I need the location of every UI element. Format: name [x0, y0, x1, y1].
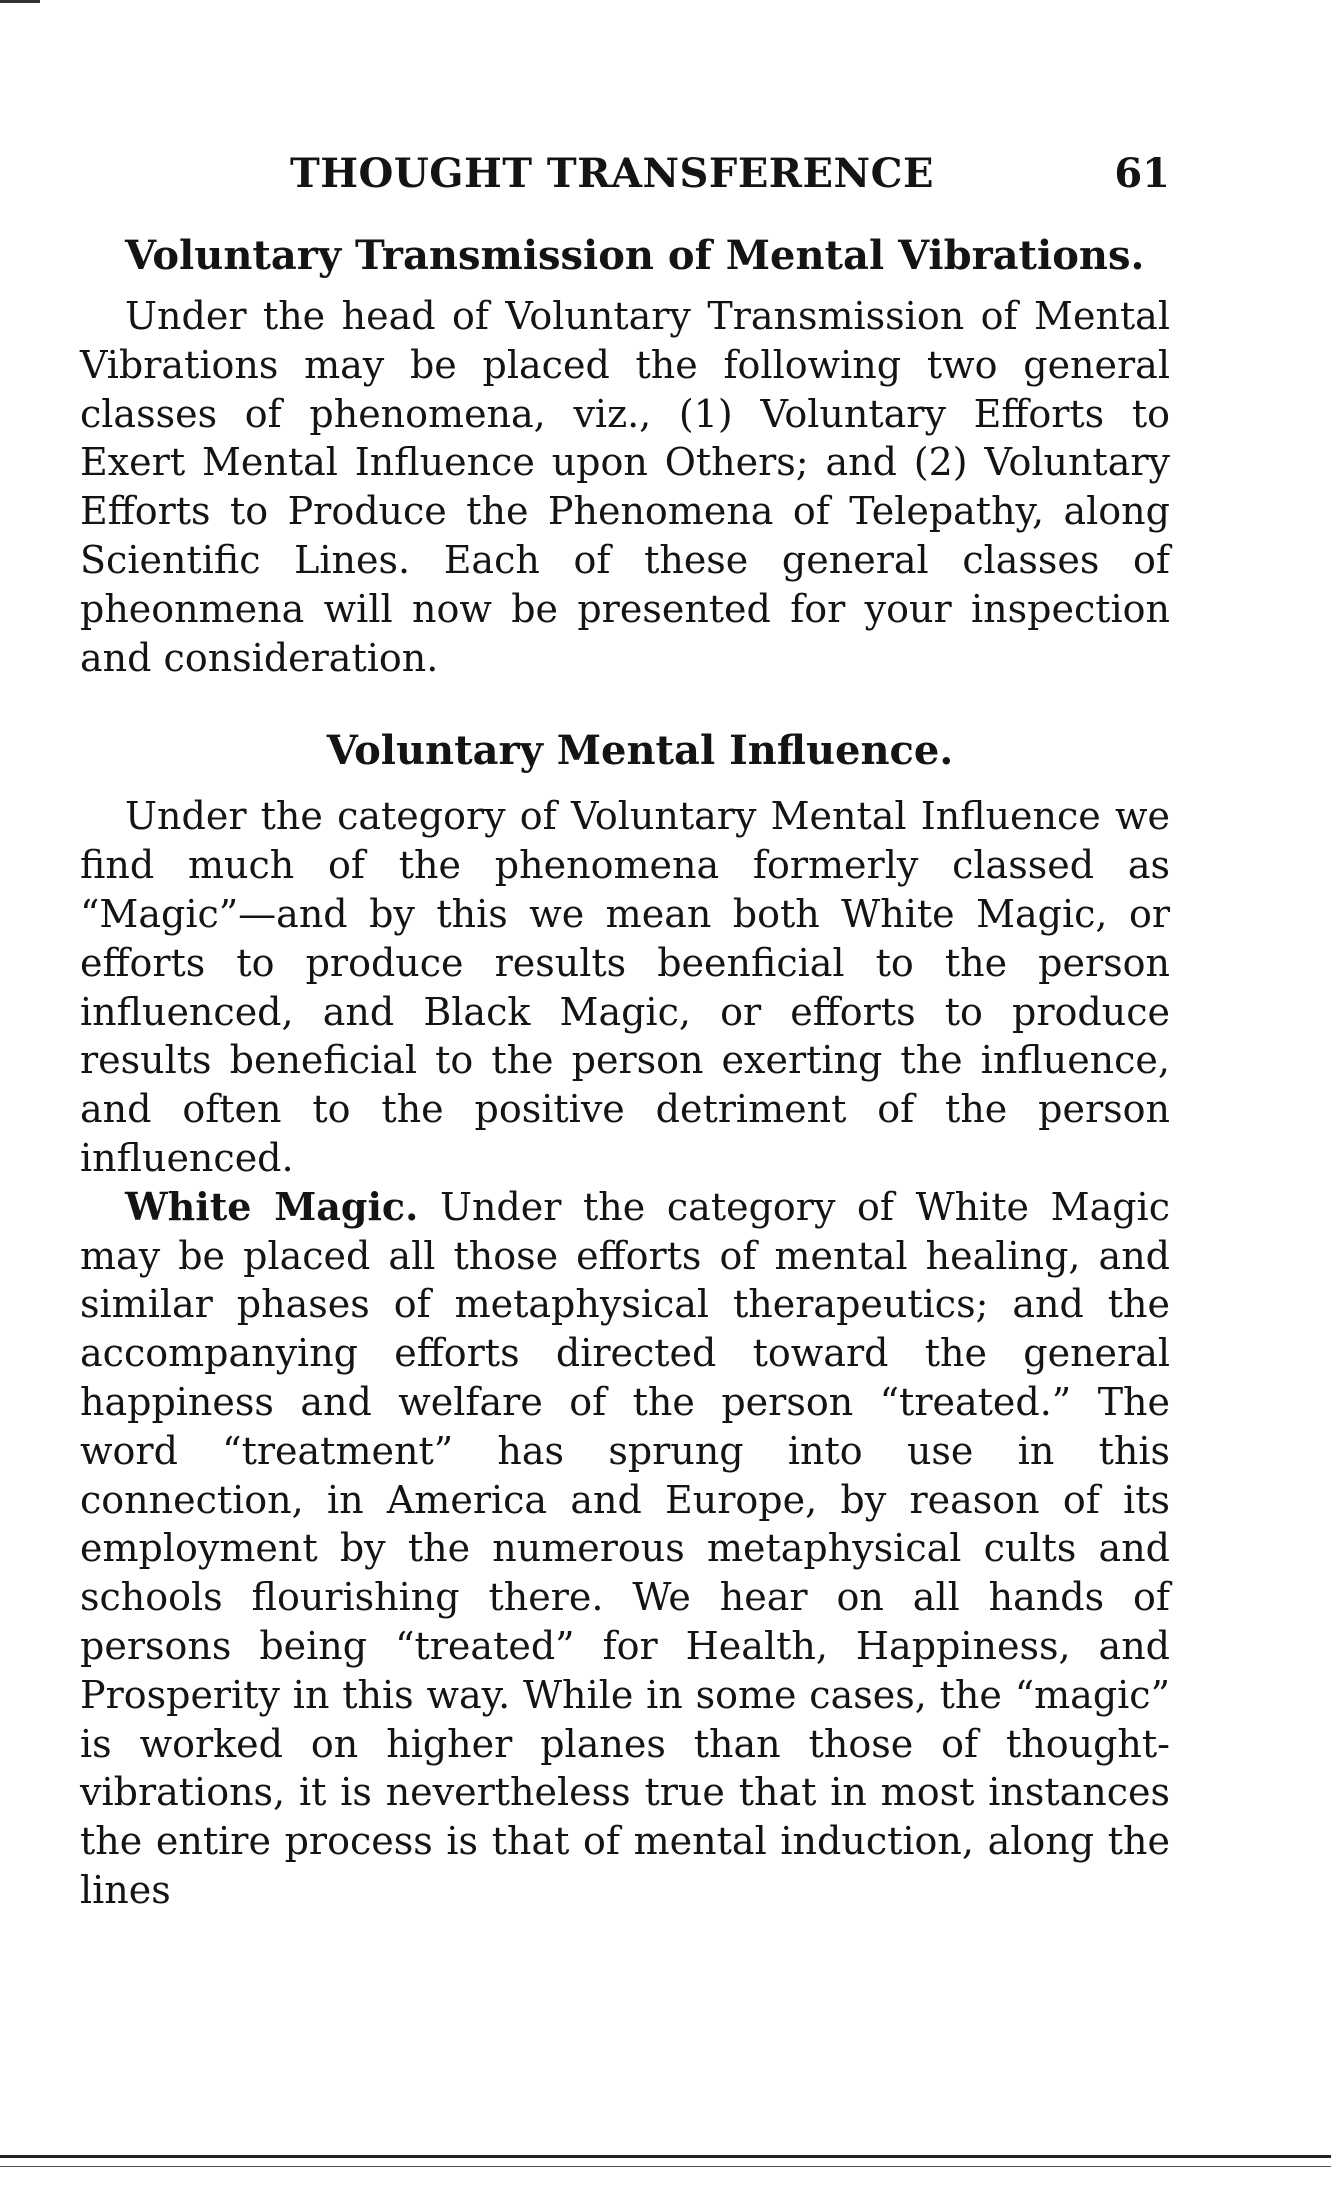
paragraph-voluntary-transmission: Under the head of Voluntary Transmission of Mental Vibrations may be placed the following two general classes of phenomena, viz., (1) Voluntary Efforts to Exert Mental Influence upon Others; and (2) Voluntary Efforts to Produce the Phenomena of Telepathy, along Scientific Lines. Each of these general classes of pheonmena will now be presented for your inspection and consideration.: [80, 294, 1170, 680]
bottom-rule-secondary: [0, 2166, 1331, 2167]
run-in-heading-white-magic: White Magic.: [125, 1183, 419, 1229]
running-header: [80, 150, 1170, 220]
paragraph-white-magic-text: Under the category of White Magic may be placed all those efforts of mental healing, and similar phases of metaphysical therapeutics; and the accompanying efforts directed toward the general happiness and welfare of the person “treated.” The word “treatment” has sprung into use in this connection, in America and Europe, by reason of its employment by the numerous metaphysical cults and schools flourishing there. We hear on all hands of persons being “treated” for Health, Happiness, and Prosperity in this way. While in some cases, the “magic” is worked on higher planes than those of thought-vibrations, it is nevertheless true that in most instances the entire process is that of mental induction, along the lines: [80, 1184, 1170, 1912]
bottom-rule: [0, 2155, 1331, 2158]
page-number: 61: [1114, 150, 1170, 197]
running-title: THOUGHT TRANSFERENCE: [290, 150, 934, 197]
paragraph-white-magic: [80, 1183, 1170, 1915]
section-heading-voluntary-transmission: Voluntary Transmission of Mental Vibrations.: [125, 232, 1145, 279]
section-heading-voluntary-influence: Voluntary Mental Influence.: [326, 727, 954, 775]
scan-corner-mark: [0, 0, 40, 3]
book-page: [80, 150, 1170, 1915]
paragraph-voluntary-influence: Under the category of Voluntary Mental Influence we find much of the phenomena formerly classed as “Magic”—and by this we mean both White Magic, or efforts to produce results beenficial to the person influenced, and Black Magic, or efforts to produce results beneficial to the person exerting the influence, and often to the positive detriment of the person influenced.: [80, 794, 1170, 1180]
